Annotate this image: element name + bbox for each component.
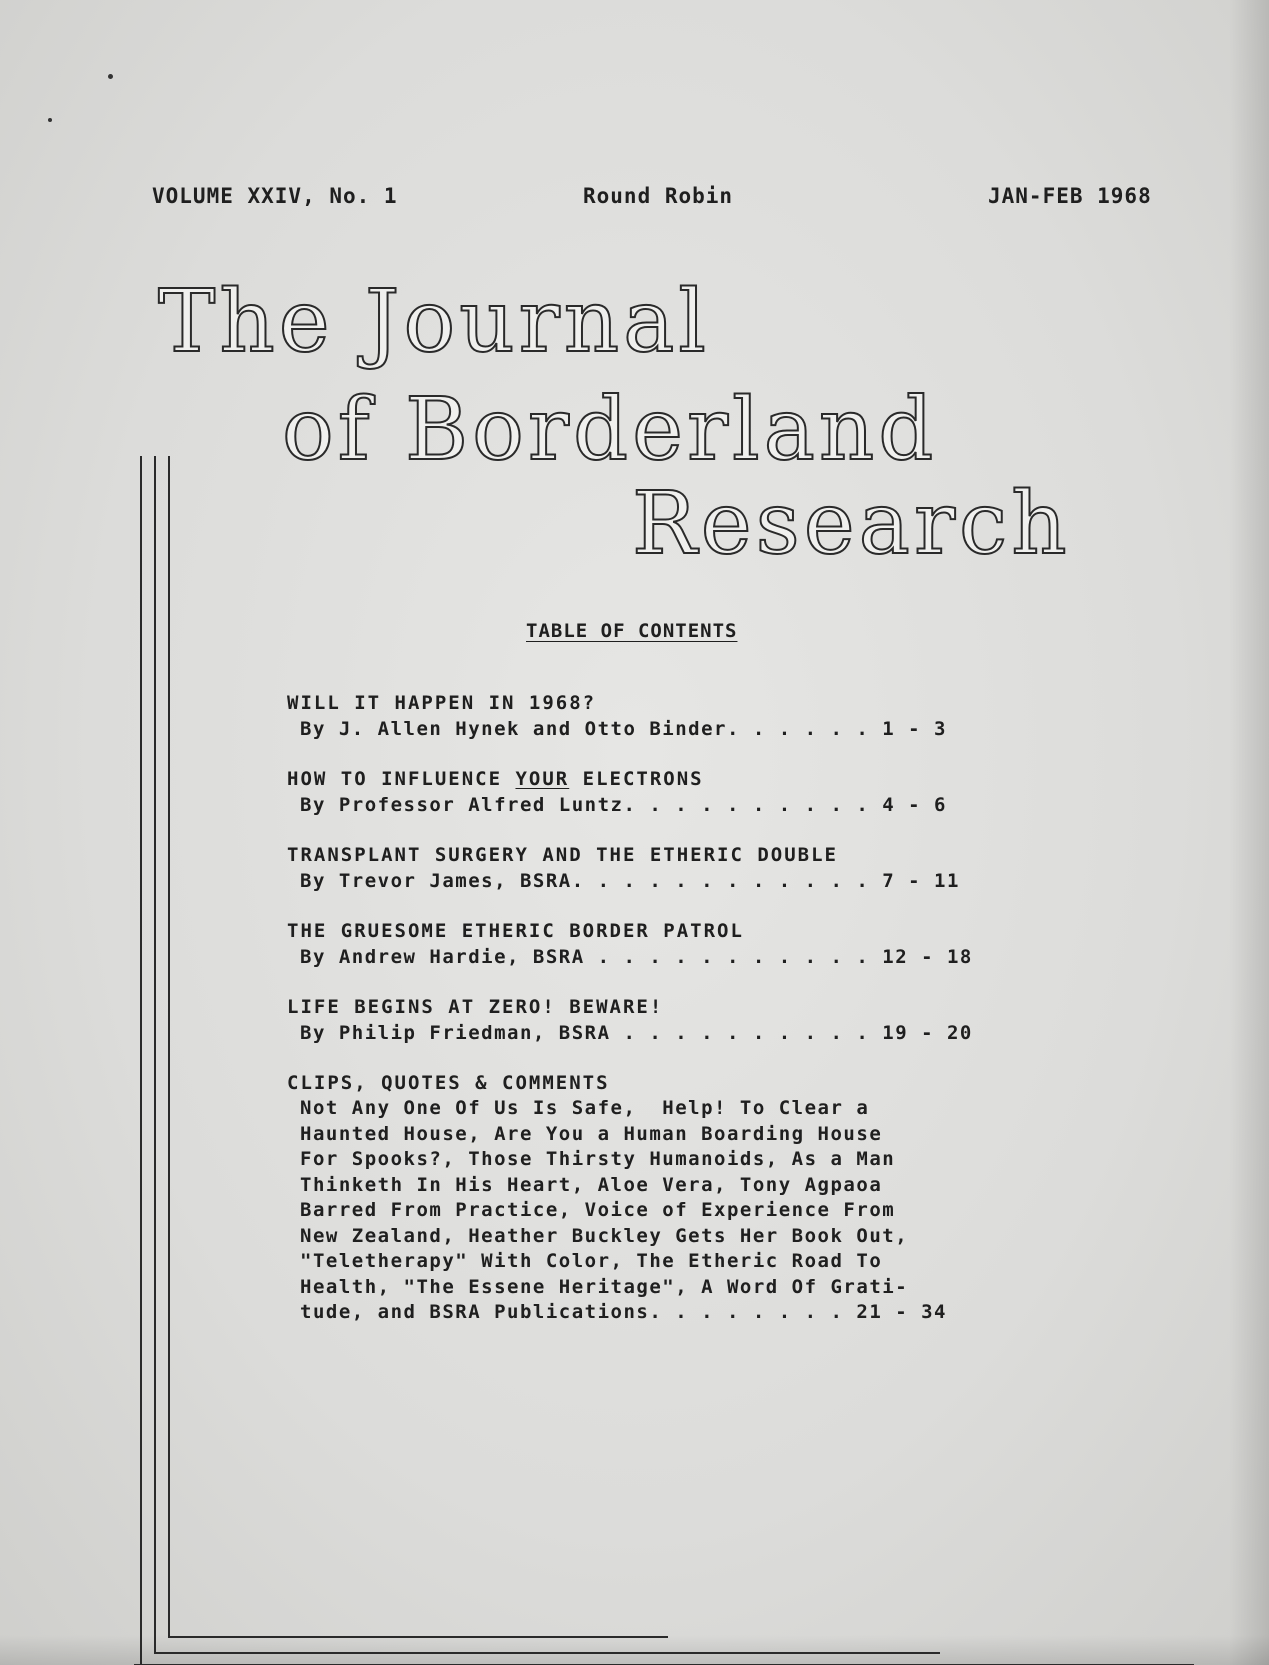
volume-number: VOLUME XXIV, No. 1: [152, 184, 398, 208]
toc-entry: [287, 918, 1087, 970]
publication-name: Round Robin: [583, 184, 734, 208]
left-rule-outer: [140, 456, 142, 1665]
bottom-rule-inner: [168, 1636, 668, 1638]
title-line-3: Research: [632, 474, 1071, 574]
toc-entry-desc-line: Not Any One Of Us Is Safe, Help! To Clear a: [300, 1097, 870, 1119]
staple-mark: [108, 74, 113, 79]
toc-entry-byline: By Trevor James, BSRA. . . . . . . . . . . . 7 - 11: [300, 870, 960, 892]
toc-entry-desc-line: tude, and BSRA Publications. . . . . . . . 21 - 34: [300, 1301, 947, 1323]
toc-entry-byline: By Professor Alfred Luntz. . . . . . . . . . 4 - 6: [300, 794, 947, 816]
toc-heading: TABLE OF CONTENTS: [526, 620, 738, 642]
toc-entry-title: TRANSPLANT SURGERY AND THE ETHERIC DOUBLE: [287, 844, 838, 866]
title-line-2: of Borderland: [282, 380, 938, 480]
toc-entry-byline: By Philip Friedman, BSRA . . . . . . . . . . 19 - 20: [300, 1022, 973, 1044]
left-rule-middle: [154, 456, 156, 1652]
title-emphasis: YOUR: [515, 768, 570, 790]
toc-entry-title: CLIPS, QUOTES & COMMENTS: [287, 1072, 610, 1094]
toc-entry: [287, 1070, 1087, 1326]
toc-entry: [287, 690, 1087, 742]
toc-entry-title: THE GRUESOME ETHERIC BORDER PATROL: [287, 920, 744, 942]
toc-entry-desc-line: Health, "The Essene Heritage", A Word Of Grati-: [300, 1275, 909, 1298]
toc-entry-desc-line: For Spooks?, Those Thirsty Humanoids, As a Man: [300, 1148, 896, 1170]
issue-date: JAN-FEB 1968: [988, 184, 1152, 208]
toc-entry-desc-line: Thinketh In His Heart, Aloe Vera, Tony Agpaoa: [300, 1173, 883, 1196]
toc-entry: [287, 842, 1087, 894]
toc-entry-desc-line: New Zealand, Heather Buckley Gets Her Book Out,: [300, 1224, 909, 1247]
left-rule-inner: [168, 456, 170, 1636]
toc-entry-desc-line: Barred From Practice, Voice of Experience From: [300, 1199, 896, 1221]
toc-entry-byline: By J. Allen Hynek and Otto Binder. . . . . . 1 - 3: [300, 718, 947, 740]
title-line-1: The Journal: [158, 272, 710, 372]
toc-entry-title: WILL IT HAPPEN IN 1968?: [287, 692, 597, 714]
toc-entry: [287, 766, 1087, 818]
toc-entry-desc-line: "Teletherapy" With Color, The Etheric Road To: [300, 1250, 883, 1272]
table-of-contents: [287, 690, 1087, 1350]
page-edge-shadow: [1229, 0, 1269, 1665]
toc-entry-title: [287, 766, 1087, 792]
toc-entry-byline: By Andrew Hardie, BSRA . . . . . . . . . . . 12 - 18: [300, 946, 973, 968]
title-part: ELECTRONS: [569, 768, 704, 790]
title-part: HOW TO INFLUENCE: [287, 768, 516, 790]
bottom-rule-middle: [154, 1652, 940, 1654]
page-bottom-shadow: [0, 1635, 1269, 1665]
staple-mark: [48, 118, 52, 122]
toc-entry: [287, 994, 1087, 1046]
toc-entry-desc-line: Haunted House, Are You a Human Boarding House: [300, 1122, 883, 1145]
toc-entry-title: LIFE BEGINS AT ZERO! BEWARE!: [287, 996, 664, 1018]
